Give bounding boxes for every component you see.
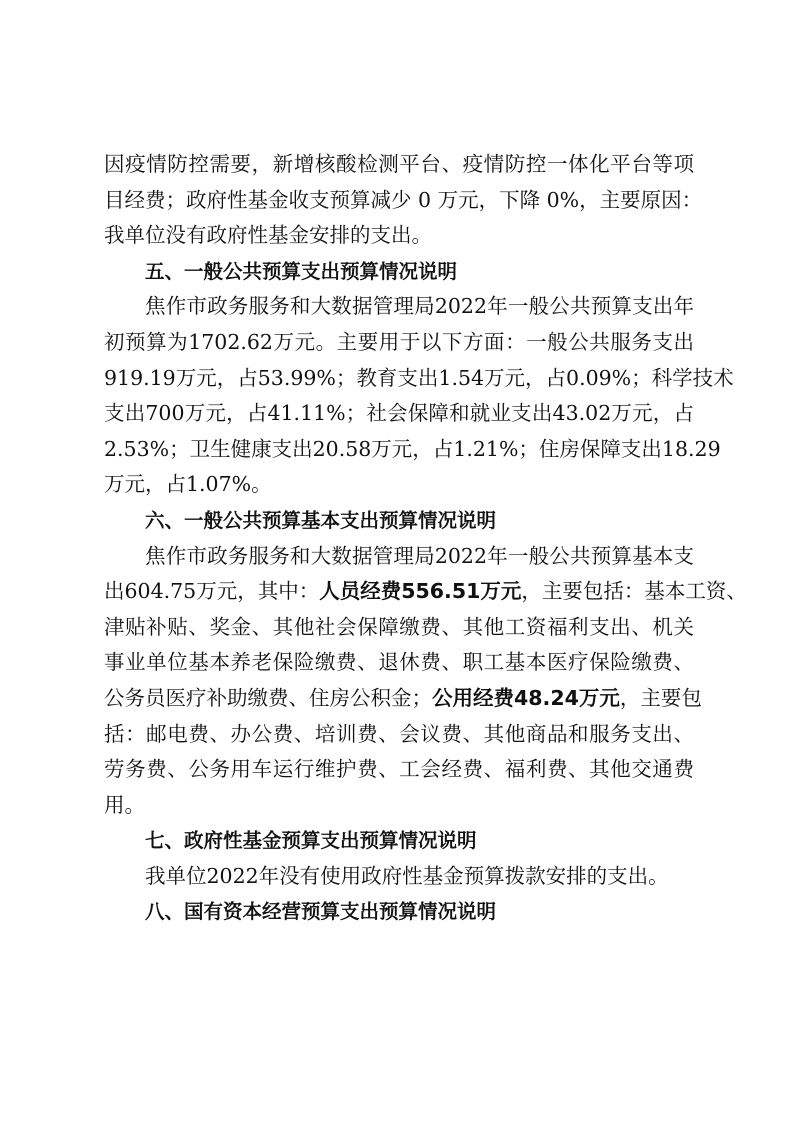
paragraph-line: 万元，占1.07%。 <box>104 472 272 497</box>
section-7-heading: 七、政府性基金预算支出预算情况说明 <box>145 829 477 853</box>
paragraph-line: 括：邮电费、办公费、培训费、会议费、其他商品和服务支出、 <box>104 721 694 746</box>
paragraph-line: 目经费；政府性基金收支预算减少 0 万元，下降 0%，主要原因： <box>104 187 703 212</box>
personnel-expense-highlight: 人员经费556.51万元 <box>319 579 522 604</box>
section-5-heading: 五、一般公共预算支出预算情况说明 <box>145 259 458 283</box>
public-expense-highlight: 公用经费48.24万元 <box>432 685 620 710</box>
paragraph-line: 津贴补贴、奖金、其他社会保障缴费、其他工资福利支出、机关 <box>104 614 694 639</box>
paragraph-line <box>104 574 747 610</box>
text-segment: 出604.75万元，其中： <box>104 579 320 604</box>
paragraph-line: 事业单位基本养老保险缴费、退休费、职工基本医疗保险缴费、 <box>104 650 694 675</box>
paragraph-line: 焦作市政务服务和大数据管理局2022年一般公共预算基本支 <box>145 543 694 568</box>
paragraph-line: 919.19万元，占53.99%；教育支出1.54万元，占0.09%；科学技术 <box>104 365 734 390</box>
paragraph-line <box>104 681 702 717</box>
paragraph-line: 我单位没有政府性基金安排的支出。 <box>104 223 432 248</box>
paragraph-line: 2.53%；卫生健康支出20.58万元，占1.21%；住房保障支出18.29 <box>104 436 721 461</box>
paragraph-line: 用。 <box>104 792 145 817</box>
text-segment: ，主要包括：基本工资、 <box>521 579 747 604</box>
text-segment: 公务员医疗补助缴费、住房公积金； <box>104 685 432 710</box>
document-body <box>104 147 747 930</box>
paragraph-line: 初预算为1702.62万元。主要用于以下方面：一般公共服务支出 <box>104 329 694 354</box>
paragraph-line: 我单位2022年没有使用政府性基金预算拨款安排的支出。 <box>145 863 669 888</box>
section-8-heading: 八、国有资本经营预算支出预算情况说明 <box>145 900 497 924</box>
text-segment: ，主要包 <box>619 685 702 710</box>
section-6-heading: 六、一般公共预算基本支出预算情况说明 <box>145 508 497 532</box>
paragraph-line: 劳务费、公务用车运行维护费、工会经费、福利费、其他交通费 <box>104 757 694 782</box>
paragraph-line: 支出700万元，占41.11%；社会保障和就业支出43.02万元，占 <box>104 401 694 426</box>
paragraph-line: 因疫情防控需要，新增核酸检测平台、疫情防控一体化平台等项 <box>104 152 694 176</box>
paragraph-line: 焦作市政务服务和大数据管理局2022年一般公共预算支出年 <box>145 294 694 319</box>
